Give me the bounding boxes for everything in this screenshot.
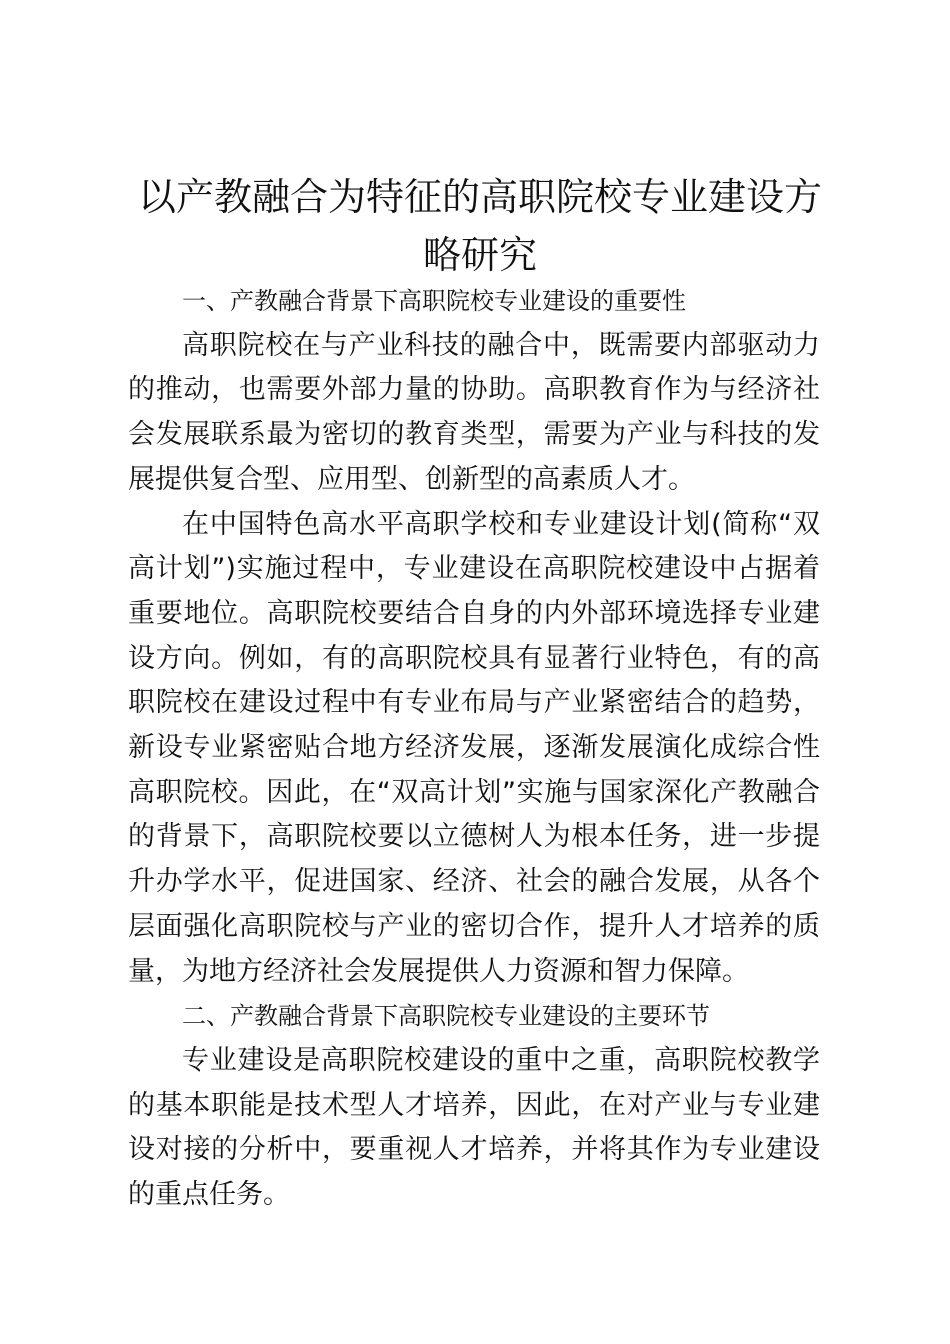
paragraph-2: 在中国特色高水平高职学校和专业建设计划(简称“双高计划”)实施过程中，专业建设在高职院校建设中占据着重要地位。高职院校要结合自身的内外部环境选择专业建设方向。例如，有的高职院校具有显著行业特色，有的高职院校在建设过程中有专业布局与产业紧密结合的趋势，新设专业紧密贴合地方经济发展，逐渐发展演化成综合性高职院校。因此，在“双高计划”实施与国家深化产教融合的背景下，高职院校要以立德树人为根本任务，进一步提升办学水平，促进国家、经济、社会的融合发展，从各个层面强化高职院校与产业的密切合作，提升人才培养的质量，为地方经济社会发展提供人力资源和智力保障。 <box>128 508 820 987</box>
section-heading-2: 二、产教融合背景下高职院校专业建设的主要环节 <box>182 1002 710 1031</box>
paragraph-3: 专业建设是高职院校建设的重中之重，高职院校教学的基本职能是技术型人才培养，因此，在对产业与专业建设对接的分析中，要重视人才培养，并将其作为专业建设的重点任务。 <box>128 1044 820 1211</box>
section-heading-1: 一、产教融合背景下高职院校专业建设的重要性 <box>182 287 686 315</box>
document-title: 以产教融合为特征的高职院校专业建设方略研究 <box>137 175 822 277</box>
document-body <box>128 279 820 1218</box>
paragraph-1: 高职院校在与产业科技的融合中，既需要内部驱动力的推动，也需要外部力量的协助。高职教育作为与经济社会发展联系最为密切的教育类型，需要为产业与科技的发展提供复合型、应用型、创新型的高素质人才。 <box>128 329 820 495</box>
